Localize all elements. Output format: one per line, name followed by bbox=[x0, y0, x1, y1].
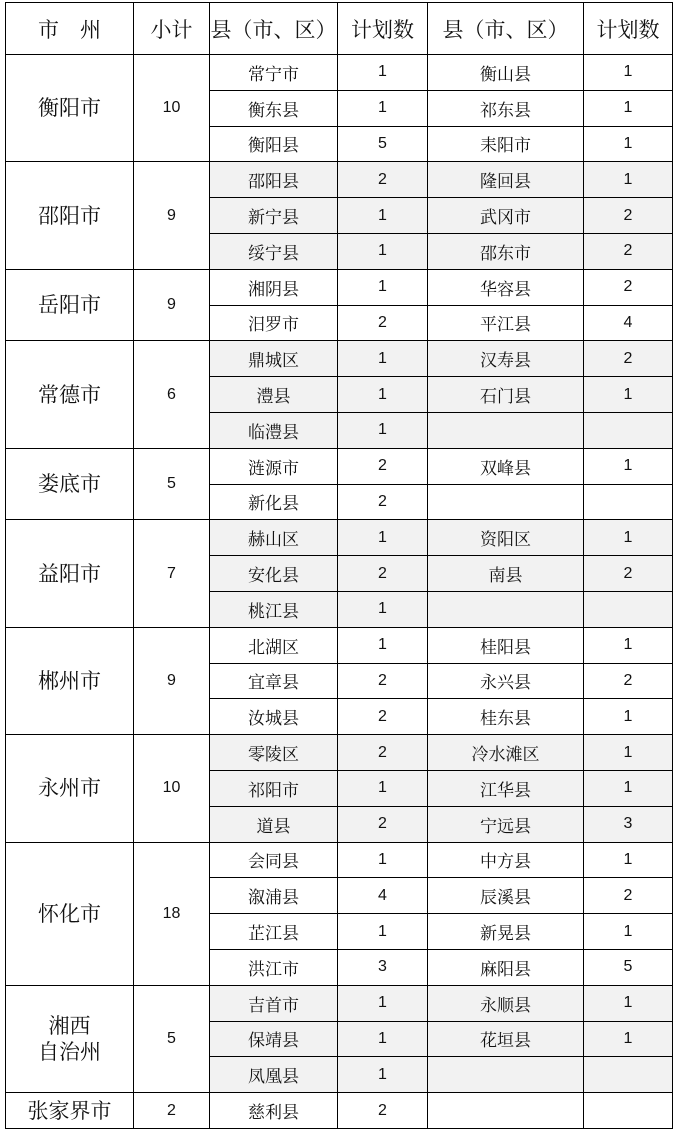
subtotal-cell: 9 bbox=[134, 162, 210, 269]
header-subtotal: 小计 bbox=[134, 3, 210, 55]
table-row bbox=[6, 162, 673, 198]
header-plan-1: 计划数 bbox=[338, 3, 428, 55]
county-cell: 耒阳市 bbox=[428, 126, 584, 162]
subtotal-cell: 10 bbox=[134, 735, 210, 842]
plan-cell: 2 bbox=[338, 484, 428, 520]
table-row bbox=[6, 341, 673, 377]
county-cell: 宁远县 bbox=[428, 806, 584, 842]
city-cell: 常德市 bbox=[6, 341, 134, 448]
county-cell: 衡阳县 bbox=[210, 126, 338, 162]
county-cell bbox=[428, 591, 584, 627]
plan-cell: 2 bbox=[338, 663, 428, 699]
county-cell: 资阳区 bbox=[428, 520, 584, 556]
plan-cell: 2 bbox=[338, 162, 428, 198]
county-cell: 麻阳县 bbox=[428, 949, 584, 985]
plan-cell: 2 bbox=[338, 735, 428, 771]
table-row bbox=[6, 985, 673, 1021]
county-cell: 冷水滩区 bbox=[428, 735, 584, 771]
table-row bbox=[6, 842, 673, 878]
plan-cell: 2 bbox=[338, 305, 428, 341]
city-cell: 怀化市 bbox=[6, 842, 134, 985]
subtotal-cell: 9 bbox=[134, 269, 210, 341]
city-cell: 郴州市 bbox=[6, 627, 134, 734]
county-cell: 桂东县 bbox=[428, 699, 584, 735]
county-cell: 赫山区 bbox=[210, 520, 338, 556]
header-row bbox=[6, 3, 673, 55]
plan-cell: 2 bbox=[584, 269, 673, 305]
county-cell: 桂阳县 bbox=[428, 627, 584, 663]
plan-cell: 2 bbox=[584, 878, 673, 914]
city-cell: 永州市 bbox=[6, 735, 134, 842]
plan-cell: 1 bbox=[338, 412, 428, 448]
plan-cell: 1 bbox=[584, 1021, 673, 1057]
plan-cell: 1 bbox=[584, 55, 673, 91]
table-row bbox=[6, 269, 673, 305]
county-cell bbox=[428, 484, 584, 520]
plan-cell: 1 bbox=[338, 198, 428, 234]
table-body bbox=[6, 55, 673, 1129]
county-cell: 道县 bbox=[210, 806, 338, 842]
plan-cell: 1 bbox=[584, 162, 673, 198]
plan-cell bbox=[584, 1093, 673, 1129]
plan-cell: 2 bbox=[338, 448, 428, 484]
plan-cell: 1 bbox=[338, 341, 428, 377]
county-cell: 会同县 bbox=[210, 842, 338, 878]
county-cell: 武冈市 bbox=[428, 198, 584, 234]
plan-cell: 1 bbox=[338, 55, 428, 91]
plan-cell: 1 bbox=[584, 520, 673, 556]
plan-cell: 1 bbox=[338, 842, 428, 878]
plan-cell: 2 bbox=[584, 663, 673, 699]
city-cell: 益阳市 bbox=[6, 520, 134, 627]
city-cell: 娄底市 bbox=[6, 448, 134, 520]
county-cell: 桃江县 bbox=[210, 591, 338, 627]
county-cell: 芷江县 bbox=[210, 914, 338, 950]
plan-cell: 1 bbox=[338, 233, 428, 269]
county-cell: 汝城县 bbox=[210, 699, 338, 735]
plan-cell: 2 bbox=[584, 198, 673, 234]
plan-cell: 2 bbox=[338, 699, 428, 735]
plan-cell: 1 bbox=[338, 1021, 428, 1057]
header-county-2: 县（市、区） bbox=[428, 3, 584, 55]
county-cell: 邵东市 bbox=[428, 233, 584, 269]
subtotal-cell: 9 bbox=[134, 627, 210, 734]
table-row bbox=[6, 55, 673, 91]
subtotal-cell: 7 bbox=[134, 520, 210, 627]
city-cell: 张家界市 bbox=[6, 1093, 134, 1129]
county-cell: 石门县 bbox=[428, 377, 584, 413]
county-cell: 衡东县 bbox=[210, 90, 338, 126]
county-cell: 汨罗市 bbox=[210, 305, 338, 341]
plan-cell: 1 bbox=[338, 627, 428, 663]
plan-table bbox=[5, 2, 673, 1129]
plan-cell: 1 bbox=[338, 591, 428, 627]
city-cell: 衡阳市 bbox=[6, 55, 134, 162]
county-cell: 澧县 bbox=[210, 377, 338, 413]
plan-cell: 2 bbox=[584, 341, 673, 377]
plan-cell: 1 bbox=[584, 914, 673, 950]
plan-cell: 2 bbox=[338, 556, 428, 592]
county-cell: 汉寿县 bbox=[428, 341, 584, 377]
county-cell: 衡山县 bbox=[428, 55, 584, 91]
plan-cell: 2 bbox=[584, 556, 673, 592]
county-cell: 隆回县 bbox=[428, 162, 584, 198]
plan-cell: 2 bbox=[584, 233, 673, 269]
county-cell bbox=[428, 412, 584, 448]
plan-cell: 2 bbox=[338, 1093, 428, 1129]
county-cell: 永兴县 bbox=[428, 663, 584, 699]
county-cell: 新晃县 bbox=[428, 914, 584, 950]
county-cell: 吉首市 bbox=[210, 985, 338, 1021]
plan-cell: 1 bbox=[584, 448, 673, 484]
county-cell: 永顺县 bbox=[428, 985, 584, 1021]
city-cell: 湘西 自治州 bbox=[6, 985, 134, 1092]
plan-cell: 1 bbox=[584, 770, 673, 806]
county-cell: 新化县 bbox=[210, 484, 338, 520]
county-cell: 慈利县 bbox=[210, 1093, 338, 1129]
table-row bbox=[6, 627, 673, 663]
subtotal-cell: 10 bbox=[134, 55, 210, 162]
county-cell: 洪江市 bbox=[210, 949, 338, 985]
subtotal-cell: 5 bbox=[134, 448, 210, 520]
county-cell: 邵阳县 bbox=[210, 162, 338, 198]
county-cell: 保靖县 bbox=[210, 1021, 338, 1057]
plan-cell: 3 bbox=[338, 949, 428, 985]
plan-cell: 1 bbox=[338, 770, 428, 806]
city-cell: 岳阳市 bbox=[6, 269, 134, 341]
plan-cell: 1 bbox=[338, 985, 428, 1021]
plan-cell: 1 bbox=[338, 914, 428, 950]
subtotal-cell: 6 bbox=[134, 341, 210, 448]
county-cell: 涟源市 bbox=[210, 448, 338, 484]
plan-cell: 1 bbox=[584, 699, 673, 735]
plan-cell: 1 bbox=[584, 985, 673, 1021]
county-cell: 华容县 bbox=[428, 269, 584, 305]
county-cell: 临澧县 bbox=[210, 412, 338, 448]
plan-cell bbox=[584, 484, 673, 520]
county-cell: 中方县 bbox=[428, 842, 584, 878]
plan-cell: 1 bbox=[338, 1057, 428, 1093]
county-cell: 江华县 bbox=[428, 770, 584, 806]
plan-cell: 1 bbox=[338, 90, 428, 126]
plan-cell: 1 bbox=[584, 735, 673, 771]
header-city: 市 州 bbox=[6, 3, 134, 55]
plan-cell: 1 bbox=[338, 377, 428, 413]
county-cell: 北湖区 bbox=[210, 627, 338, 663]
county-cell: 南县 bbox=[428, 556, 584, 592]
plan-cell: 1 bbox=[338, 269, 428, 305]
subtotal-cell: 18 bbox=[134, 842, 210, 985]
plan-cell: 5 bbox=[584, 949, 673, 985]
county-cell: 祁阳市 bbox=[210, 770, 338, 806]
table-row bbox=[6, 520, 673, 556]
county-cell: 凤凰县 bbox=[210, 1057, 338, 1093]
county-cell: 安化县 bbox=[210, 556, 338, 592]
county-cell: 湘阴县 bbox=[210, 269, 338, 305]
county-cell: 新宁县 bbox=[210, 198, 338, 234]
plan-cell: 2 bbox=[338, 806, 428, 842]
table-row bbox=[6, 1093, 673, 1129]
plan-cell: 4 bbox=[584, 305, 673, 341]
county-cell: 绥宁县 bbox=[210, 233, 338, 269]
plan-cell: 3 bbox=[584, 806, 673, 842]
plan-cell: 1 bbox=[338, 520, 428, 556]
plan-cell bbox=[584, 412, 673, 448]
plan-cell: 1 bbox=[584, 90, 673, 126]
plan-cell: 1 bbox=[584, 126, 673, 162]
table-row bbox=[6, 448, 673, 484]
county-cell: 祁东县 bbox=[428, 90, 584, 126]
county-cell: 双峰县 bbox=[428, 448, 584, 484]
county-cell: 平江县 bbox=[428, 305, 584, 341]
subtotal-cell: 2 bbox=[134, 1093, 210, 1129]
county-cell: 溆浦县 bbox=[210, 878, 338, 914]
header-county-1: 县（市、区） bbox=[210, 3, 338, 55]
county-cell: 花垣县 bbox=[428, 1021, 584, 1057]
plan-cell bbox=[584, 1057, 673, 1093]
plan-cell: 4 bbox=[338, 878, 428, 914]
county-cell: 常宁市 bbox=[210, 55, 338, 91]
plan-cell: 1 bbox=[584, 627, 673, 663]
city-cell: 邵阳市 bbox=[6, 162, 134, 269]
county-cell: 鼎城区 bbox=[210, 341, 338, 377]
county-cell: 零陵区 bbox=[210, 735, 338, 771]
plan-cell: 1 bbox=[584, 842, 673, 878]
county-cell bbox=[428, 1057, 584, 1093]
header-plan-2: 计划数 bbox=[584, 3, 673, 55]
plan-cell: 1 bbox=[584, 377, 673, 413]
plan-cell: 5 bbox=[338, 126, 428, 162]
plan-cell bbox=[584, 591, 673, 627]
table-row bbox=[6, 735, 673, 771]
county-cell: 辰溪县 bbox=[428, 878, 584, 914]
subtotal-cell: 5 bbox=[134, 985, 210, 1092]
county-cell bbox=[428, 1093, 584, 1129]
county-cell: 宜章县 bbox=[210, 663, 338, 699]
